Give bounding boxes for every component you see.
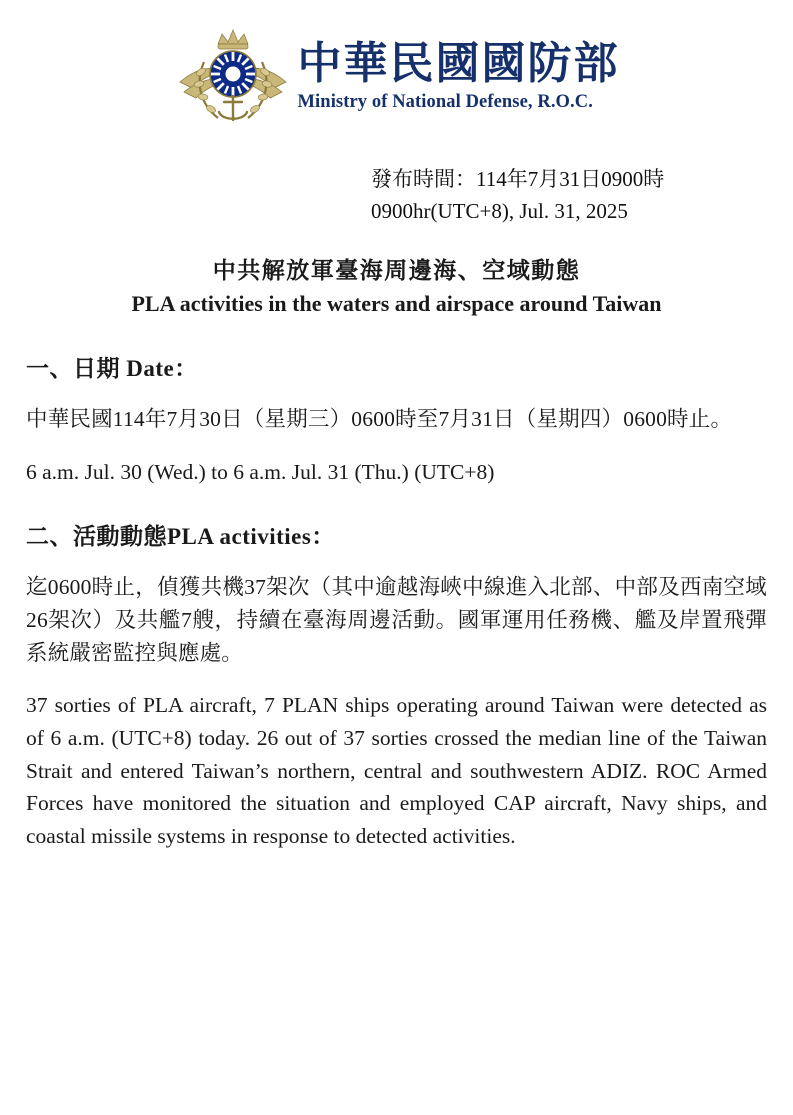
release-time-zh: 發布時間：114年7月31日0900時 — [371, 167, 665, 191]
document-title-en: PLA activities in the waters and airspace around Taiwan — [131, 291, 662, 317]
header-text — [297, 37, 620, 113]
organization-name-en: Ministry of National Defense, R.O.C. — [297, 92, 593, 113]
section-heading-activities: 二、活動動態PLA activities： — [26, 524, 335, 550]
section-date-paragraph-en: 6 a.m. Jul. 30 (Wed.) to 6 a.m. Jul. 31 (Thu.) (UTC+8) — [26, 459, 495, 484]
release-time-block — [26, 164, 767, 228]
release-time-en: 0900hr(UTC+8), Jul. 31, 2025 — [371, 198, 628, 223]
section-heading-date: 一、日期 Date： — [26, 355, 198, 381]
section-date-paragraph-zh: 中華民國114年7月30日（星期三）0600時至7月31日（星期四）0600時止。 — [26, 406, 733, 431]
roc-mnd-emblem-icon — [174, 22, 292, 132]
section-activities-paragraph-zh: 迄0600時止，偵獲共機37架次（其中逾越海峽中線進入北部、中部及西南空域26架次）及共艦7艘，持續在臺海周邊活動。國軍運用任務機、艦及岸置飛彈系統嚴密監控與應處。 — [26, 575, 767, 665]
section-activities-paragraph-en: 37 sorties of PLA aircraft, 7 PLAN ships operating around Taiwan were detected as of 6 a.m. (UTC+8) today. 26 out of 37 sorties crossed the median line of the Taiwan Strait and entered Taiwan’s northern, central and southwestern ADIZ. ROC Armed Forces have monitored the situation and employed CAP aircraft, Navy ships, and coastal missile systems in response to detected activities. — [26, 693, 767, 848]
organization-name-zh: 中華民國國防部 — [297, 37, 620, 89]
document-header — [26, 0, 767, 138]
document-title-block — [26, 254, 767, 320]
document-title-zh: 中共解放軍臺海周邊海、空域動態 — [212, 257, 581, 283]
